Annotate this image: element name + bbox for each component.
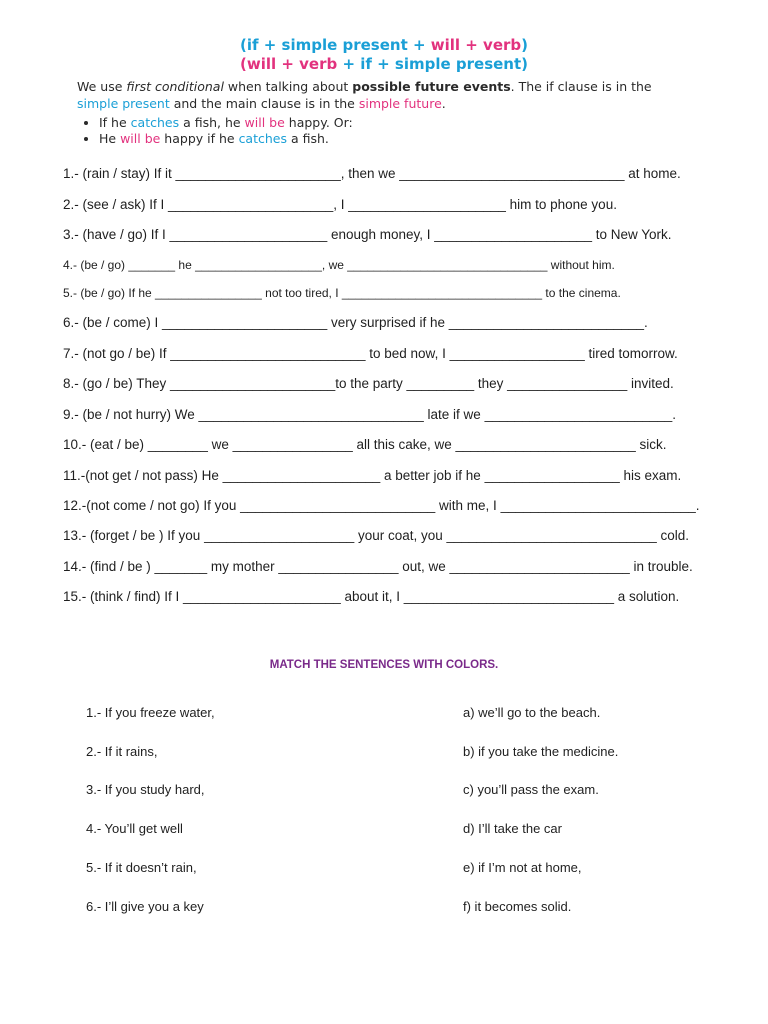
exercise-12: 12.-(not come / not go) If you __________________________ with me, I __________________________.: [63, 498, 700, 513]
example-verb: catches: [238, 131, 287, 146]
explanation-text: . The if clause is in the: [510, 79, 652, 94]
match-right-e: e) if I’m not at home,: [463, 860, 582, 875]
example-verb: will be: [120, 131, 161, 146]
exercise-3: 3.- (have / go) If I _____________________ enough money, I _____________________ to New York.: [63, 227, 672, 242]
example-text: happy if he: [160, 131, 239, 146]
exercise-13: 13.- (forget / be ) If you ____________________ your coat, you ____________________________ cold.: [63, 528, 690, 543]
example-text: If he: [99, 115, 131, 130]
match-right-f: f) it becomes solid.: [463, 899, 572, 914]
explanation-simple-future: simple future: [358, 96, 442, 111]
exercise-9: 9.- (be / not hurry) We ______________________________ late if we _________________________.: [63, 407, 677, 422]
header-line-1-part: ): [521, 36, 529, 54]
match-left-3: 3.- If you study hard,: [86, 782, 205, 797]
example-verb: catches: [130, 115, 180, 130]
explanation-text: when talking about: [223, 79, 353, 94]
exercise-10: 10.- (eat / be) ________ we ________________ all this cake, we ________________________ sick.: [63, 437, 667, 452]
match-left-6: 6.- I’ll give you a key: [86, 899, 204, 914]
exercise-8: 8.- (go / be) They ______________________to the party _________ they ________________ invited.: [63, 376, 674, 391]
explanation-emphasis: possible future events: [352, 79, 511, 94]
exercise-11: 11.-(not get / not pass) He _____________________ a better job if he __________________ his exam.: [63, 468, 682, 483]
grammar-explanation: [77, 78, 687, 147]
match-right-b: b) if you take the medicine.: [463, 744, 619, 759]
header-line-2-part: + if + simple present): [337, 55, 529, 73]
header-line-1: [0, 36, 768, 55]
example-verb: will be: [244, 115, 285, 130]
header-line-1-part: (if + simple present +: [239, 36, 431, 54]
example-list: [77, 115, 687, 147]
exercise-14: 14.- (find / be ) _______ my mother ________________ out, we ________________________ in trouble.: [63, 559, 693, 574]
explanation-simple-present: simple present: [77, 96, 170, 111]
match-right-d: d) I’ll take the car: [463, 821, 562, 836]
exercise-4: 4.- (be / go) _______ he ___________________, we ______________________________ without him.: [63, 258, 615, 272]
header-line-2-part: (will + verb: [239, 55, 338, 73]
example-text: a fish, he: [179, 115, 245, 130]
match-left-5: 5.- If it doesn’t rain,: [86, 860, 197, 875]
example-text: happy. Or:: [284, 115, 353, 130]
exercise-5: 5.- (be / go) If he ________________ not too tired, I ______________________________ to the cinema.: [63, 286, 621, 300]
exercise-6: 6.- (be / come) I ______________________ very surprised if he __________________________.: [63, 315, 648, 330]
explanation-text: and the main clause is in the: [169, 96, 359, 111]
exercise-15: 15.- (think / find) If I _____________________ about it, I ____________________________ a solution.: [63, 589, 680, 604]
match-right-a: a) we’ll go to the beach.: [463, 705, 601, 720]
explanation-text: We use: [77, 79, 127, 94]
exercise-2: 2.- (see / ask) If I ______________________, I _____________________ him to phone you.: [63, 197, 617, 212]
match-right-c: c) you’ll pass the exam.: [463, 782, 599, 797]
exercise-7: 7.- (not go / be) If __________________________ to bed now, I __________________ tired tomorrow.: [63, 346, 678, 361]
exercise-1: 1.- (rain / stay) If it ______________________, then we ______________________________ at home.: [63, 166, 681, 181]
match-left-4: 4.- You’ll get well: [86, 821, 183, 836]
header-line-1-part: will + verb: [430, 36, 522, 54]
match-left-1: 1.- If you freeze water,: [86, 705, 215, 720]
example-text: a fish.: [287, 131, 329, 146]
explanation-text: .: [441, 96, 446, 111]
grammar-header: [0, 36, 768, 74]
example-text: He: [99, 131, 121, 146]
header-line-2: [0, 55, 768, 74]
example-bullet-1: [99, 115, 687, 131]
explanation-paragraph: [77, 78, 687, 112]
explanation-term: first conditional: [126, 79, 224, 94]
example-bullet-2: [99, 131, 687, 147]
match-left-2: 2.- If it rains,: [86, 744, 158, 759]
match-title: MATCH THE SENTENCES WITH COLORS.: [269, 659, 499, 671]
